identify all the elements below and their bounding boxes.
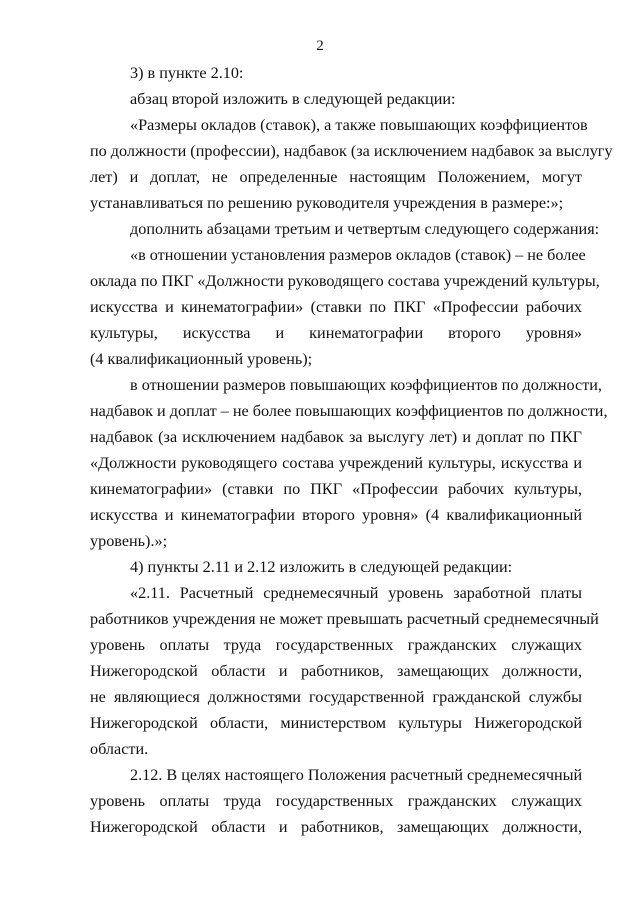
page-number: 2: [316, 38, 324, 54]
document-body: [90, 60, 613, 840]
text-line: 4) пункты 2.11 и 2.12 изложить в следующей редакции:: [130, 558, 513, 576]
text-line: надбавок и доплат – не более повышающих коэффициентов по должности,: [90, 402, 608, 420]
text-line: «в отношении установления размеров окладов (ставок) – не более: [130, 246, 586, 264]
text-line: «2.11. Расчетный среднемесячный уровень заработной платы: [130, 584, 582, 602]
text-line: дополнить абзацами третьим и четвертым следующего содержания:: [130, 220, 600, 238]
text-line: кинематографии» (ставки по ПКГ «Профессии рабочих культуры,: [90, 480, 582, 498]
text-line: «Должности руководящего состава учреждений культуры, искусства и: [90, 454, 582, 472]
text-line: по должности (профессии), надбавок (за исключением надбавок за выслугу: [90, 142, 613, 160]
text-line: области.: [90, 740, 149, 758]
text-line: искусства и кинематографии второго уровня» (4 квалификационный: [90, 506, 582, 524]
text-line: 3) в пункте 2.10:: [130, 64, 244, 82]
text-line: уровень).»;: [90, 532, 168, 550]
text-line: Нижегородской области и работников, замещающих должности,: [90, 818, 582, 836]
text-line: абзац второй изложить в следующей редакции:: [130, 90, 456, 108]
text-line: не являющиеся должностями государственной гражданской службы: [90, 688, 582, 706]
text-line: уровень оплаты труда государственных гражданских служащих: [90, 792, 582, 810]
text-line: Нижегородской области и работников, замещающих должности,: [90, 662, 582, 680]
text-line: уровень оплаты труда государственных гражданских служащих: [90, 636, 582, 654]
text-line: лет) и доплат, не определенные настоящим Положением, могут: [90, 168, 582, 186]
text-line: оклада по ПКГ «Должности руководящего состава учреждений культуры,: [90, 272, 600, 290]
text-line: культуры, искусства и кинематографии второго уровня»: [90, 324, 582, 342]
text-line: Нижегородской области, министерством культуры Нижегородской: [90, 714, 582, 732]
text-line: искусства и кинематографии» (ставки по ПКГ «Профессии рабочих: [90, 298, 582, 316]
text-line: в отношении размеров повышающих коэффициентов по должности,: [130, 376, 602, 394]
text-line: «Размеры окладов (ставок), а также повышающих коэффициентов: [130, 116, 588, 134]
text-line: 2.12. В целях настоящего Положения расчетный среднемесячный: [130, 766, 583, 784]
text-line: (4 квалификационный уровень);: [90, 350, 313, 368]
text-line: устанавливаться по решению руководителя учреждения в размере:»;: [90, 194, 564, 212]
text-line: надбавок (за исключением надбавок за выслугу лет) и доплат по ПКГ: [90, 428, 582, 446]
text-line: работников учреждения не может превышать расчетный среднемесячный: [90, 610, 599, 628]
